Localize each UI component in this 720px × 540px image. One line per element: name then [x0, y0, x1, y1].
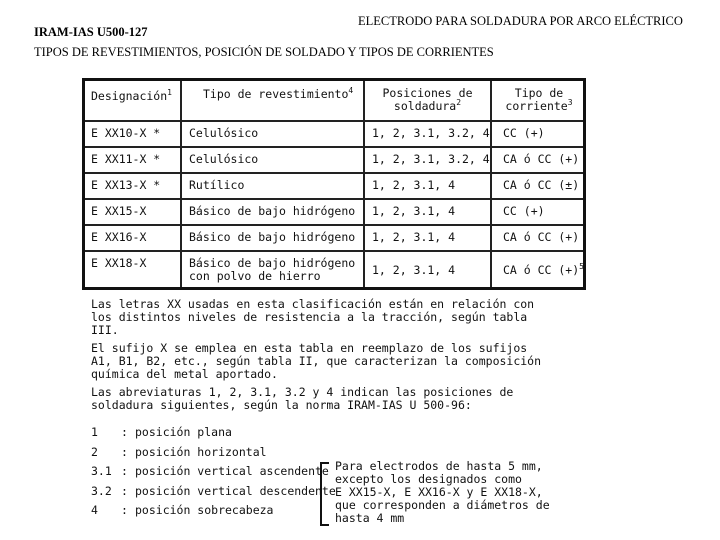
table-row-0-revestimiento: Celulósico	[189, 126, 259, 140]
table-row-3-corriente: CC (+)	[503, 204, 545, 218]
positions-list	[91, 423, 336, 521]
row-divider	[85, 146, 583, 148]
table-row-3-revestimiento: Básico de bajo hidrógeno	[189, 204, 356, 218]
table-row-3-posiciones: 1, 2, 3.1, 4	[372, 204, 456, 218]
list-item: 3.1 : posición vertical ascendente	[91, 464, 329, 478]
table-row-2-posiciones: 1, 2, 3.1, 4	[372, 178, 456, 192]
row-divider	[85, 172, 583, 174]
list-item: 4 : posición sobrecabeza	[91, 503, 274, 517]
table-row-2-corriente: CA ó CC (±)	[503, 178, 580, 192]
list-item: 3.2 : posición vertical descendente	[91, 483, 336, 498]
row-divider	[85, 250, 583, 252]
table-row-1-posiciones: 1, 2, 3.1, 3.2, 4	[372, 152, 490, 166]
bracket-line	[320, 462, 329, 526]
table-row-2-designacion: E XX13-X *	[91, 178, 161, 192]
table-row-4-designacion: E XX16-X	[91, 230, 147, 244]
document-code: IRAM-IAS U500-127	[34, 25, 148, 39]
row-divider	[85, 120, 583, 122]
header-designacion: Designación$^1$	[91, 88, 172, 103]
header-posiciones: Posiciones de soldadura$^2$	[382, 86, 473, 113]
table-row-1-revestimiento: Celulósico	[189, 152, 259, 166]
table-row-5-corriente: CA ó CC $(+)^5$	[503, 262, 584, 277]
list-item: 1 : posición plana	[91, 425, 232, 439]
table-row-4-posiciones: 1, 2, 3.1, 4	[372, 230, 456, 244]
column-divider	[490, 81, 492, 287]
note-abbreviations: Las abreviaturas 1, 2, 3.1, 3.2 y 4 indican las posiciones de soldadura siguientes, según la norma IRAM-IAS U 500-96:	[91, 385, 514, 412]
note-xx-letters: Las letras XX usadas en esta clasificación están en relación con los distintos niveles de resistencia a la tracción, según tabla III.	[91, 297, 535, 337]
column-divider	[363, 81, 365, 287]
table-row-3-designacion: E XX15-X	[91, 204, 147, 218]
table-row-1-designacion: E XX11-X *	[91, 152, 161, 166]
table-row-5-posiciones: 1, 2, 3.1, 4	[372, 263, 456, 277]
row-divider	[85, 224, 583, 226]
electrode-table	[82, 78, 586, 290]
note-suffix-x: El sufijo X se emplea en esta tabla en reemplazo de los sufijos A1, B1, B2, etc., según tabla II, que caracterizan la composición química del metal aportado.	[91, 341, 542, 381]
notes-section	[91, 298, 561, 417]
table-row-0-posiciones: 1, 2, 3.1, 3.2, 4	[372, 126, 490, 140]
list-item: 2 : posición horizontal	[91, 444, 267, 459]
table-row-2-revestimiento: Rutílico	[189, 178, 245, 192]
table-row-5-revestimiento: Básico de bajo hidrógeno con polvo de hierro	[189, 256, 356, 283]
row-divider	[85, 198, 583, 200]
table-row-0-corriente: CC (+)	[503, 126, 545, 140]
document-subtitle: TIPOS DE REVESTIMIENTOS, POSICIÓN DE SOLDADO Y TIPOS DE CORRIENTES	[34, 45, 494, 59]
table-row-4-corriente: CA ó CC (+)	[503, 230, 580, 244]
header-corriente: Tipo de corriente$^3$	[505, 86, 573, 113]
document-title: ELECTRODO PARA SOLDADURA POR ARCO ELÉCTRICO	[358, 14, 683, 28]
table-row-0-designacion: E XX10-X *	[91, 126, 161, 140]
table-row-5-designacion: E XX18-X	[91, 256, 147, 270]
table-row-1-corriente: CA ó CC (+)	[503, 152, 580, 166]
table-row-4-revestimiento: Básico de bajo hidrógeno	[189, 230, 356, 244]
column-divider	[180, 81, 182, 287]
header-revestimiento: Tipo de revestimiento$^4$	[203, 86, 354, 101]
bracket-note: Para electrodos de hasta 5 mm, excepto los designados como E XX15-X, E XX16-X y E XX18-X, que corresponden a diámetros de hasta 4 mm	[335, 459, 550, 525]
